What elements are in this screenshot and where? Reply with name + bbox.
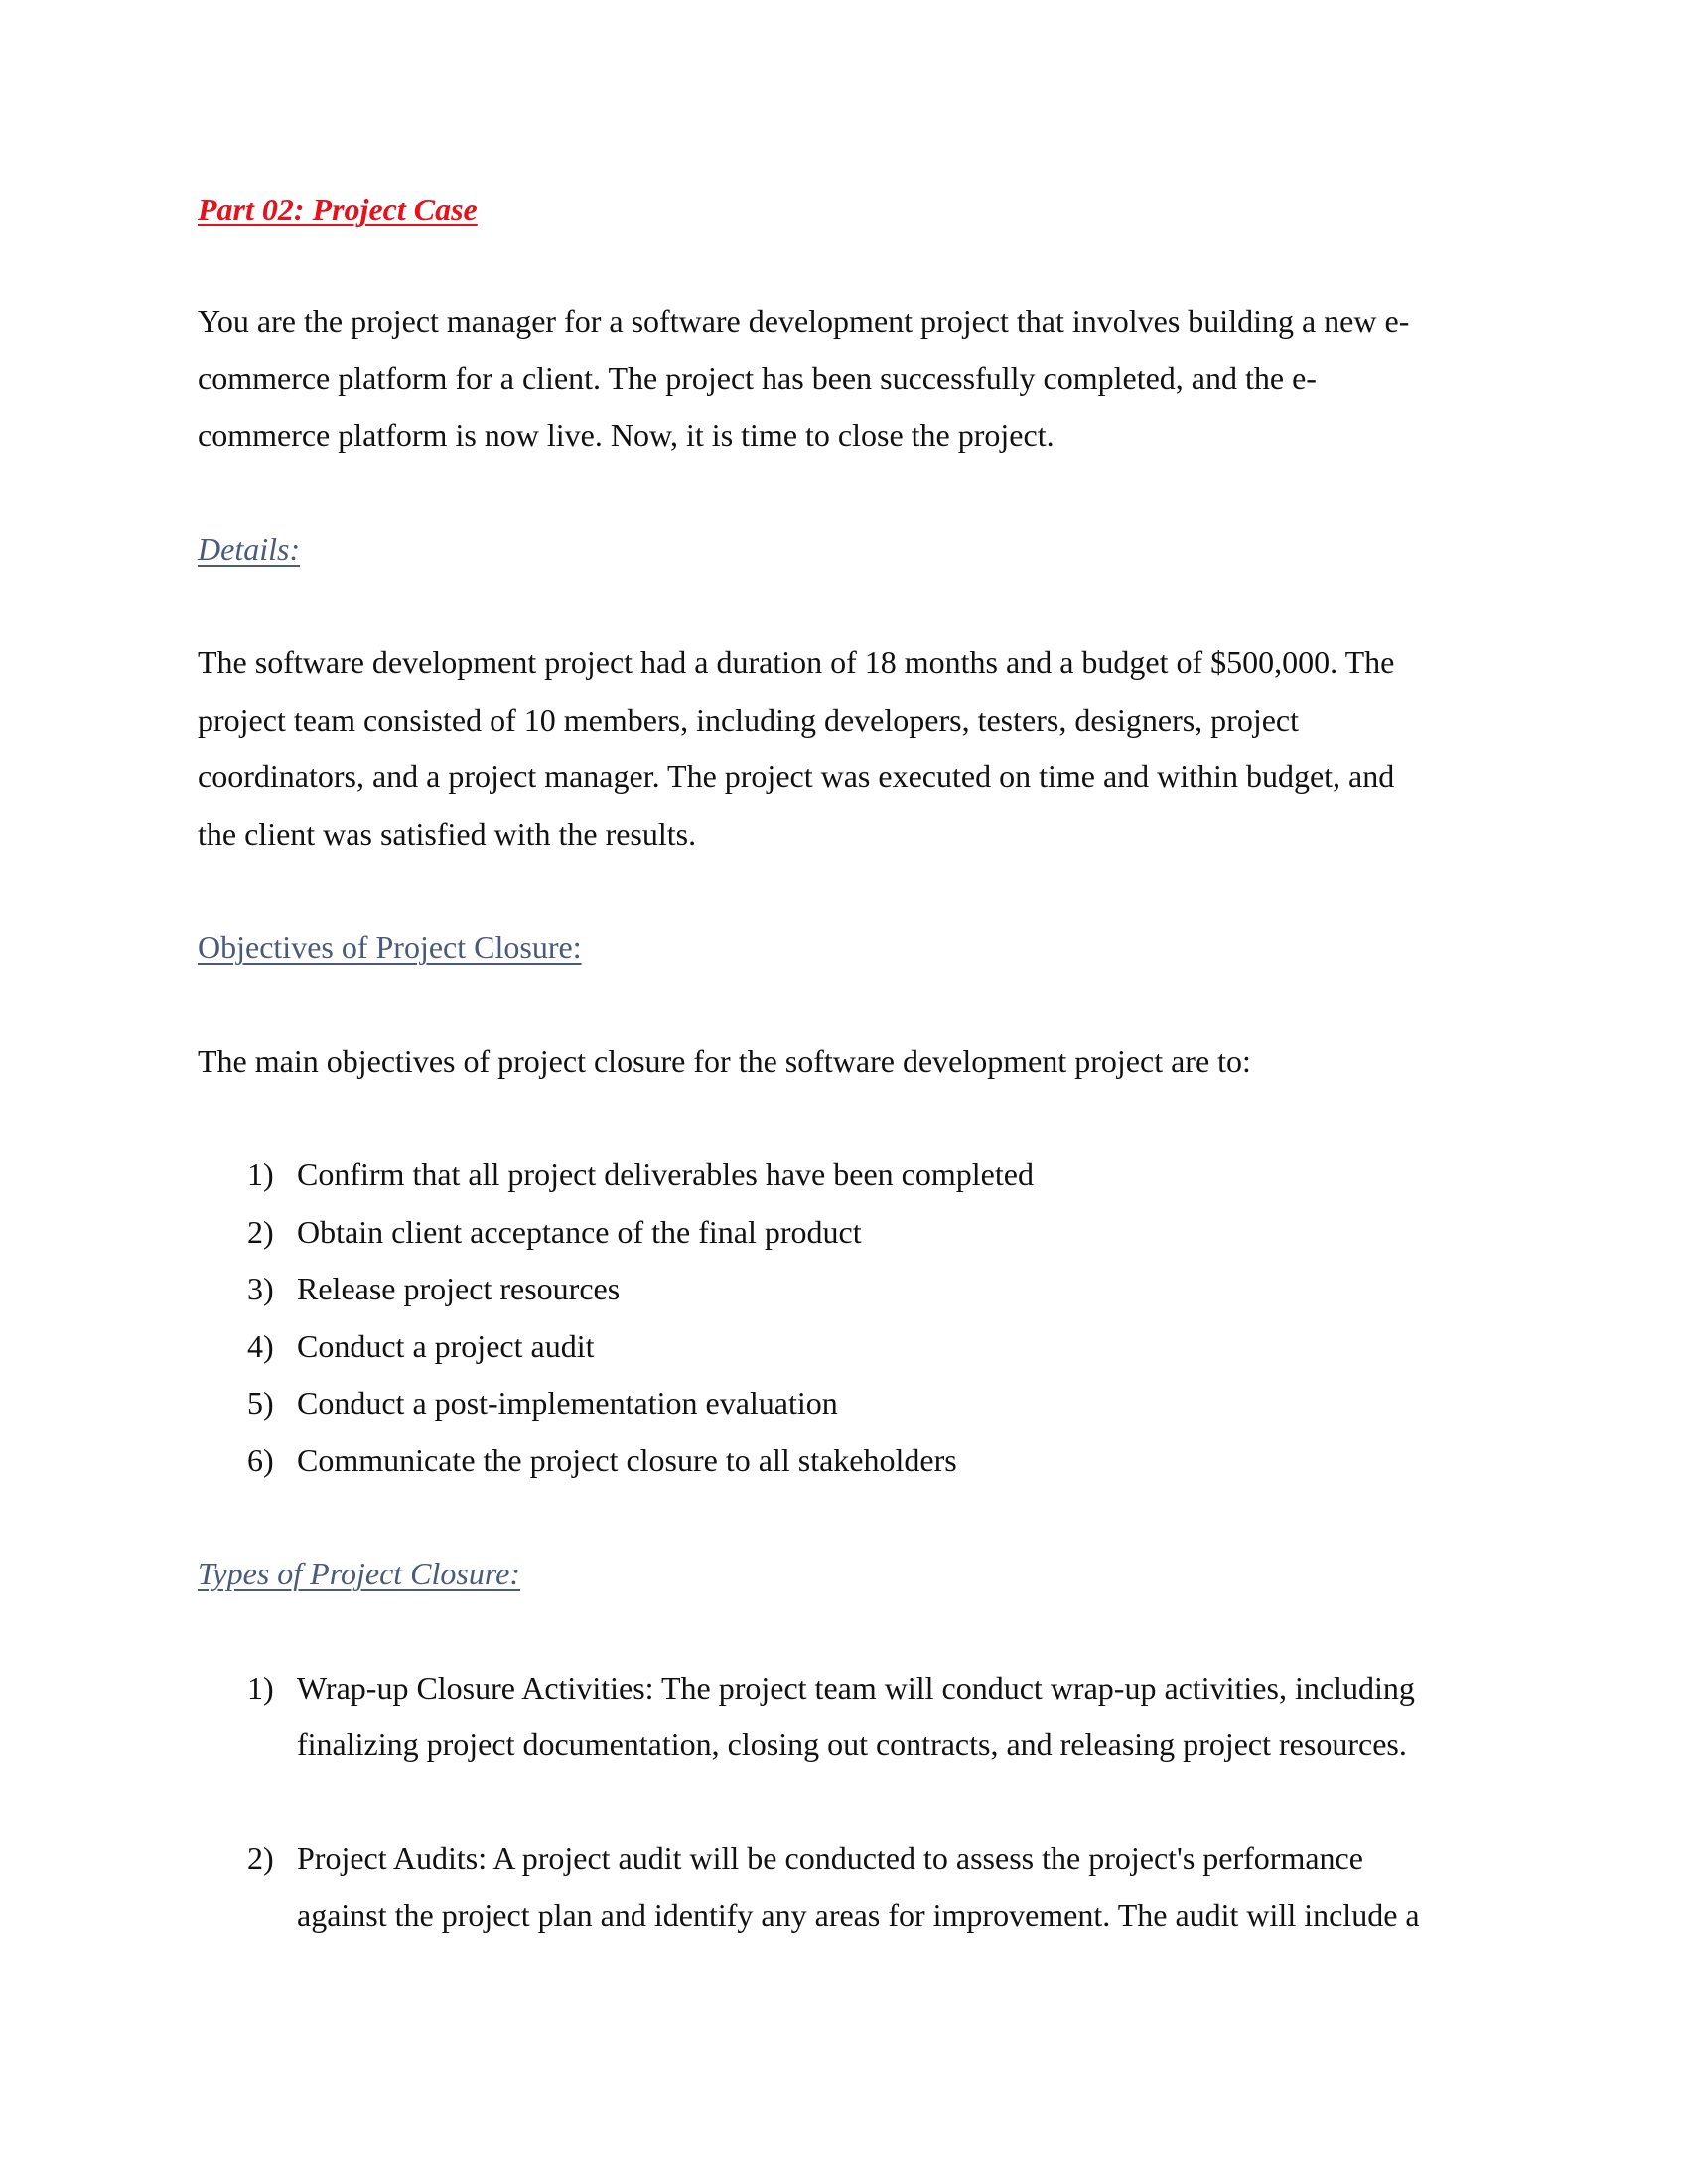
- list-item-number: 3): [247, 1271, 274, 1306]
- types-heading: Types of Project Closure:: [198, 1556, 520, 1591]
- intro-paragraph: [198, 293, 1498, 465]
- details-line: coordinators, and a project manager. The project was executed on time and within budget, and: [198, 758, 1395, 794]
- list-item: [198, 1660, 1498, 1774]
- list-item-line: finalizing project documentation, closing out contracts, and releasing project resources.: [297, 1726, 1407, 1762]
- types-list-continued: [198, 1831, 1498, 1945]
- list-item-line: against the project plan and identify any areas for improvement. The audit will include a: [297, 1897, 1420, 1933]
- list-item-line: Project Audits: A project audit will be conducted to assess the project's performance: [297, 1840, 1363, 1876]
- details-line: the client was satisfied with the results.: [198, 815, 697, 852]
- types-list: [198, 1660, 1498, 1774]
- list-item-text: Release project resources: [297, 1271, 621, 1306]
- details-heading: Details:: [198, 530, 301, 567]
- list-item-text: Confirm that all project deliverables have been completed: [297, 1157, 1034, 1192]
- list-item: [198, 1261, 1498, 1318]
- list-item-number: 5): [247, 1385, 274, 1421]
- list-item-number: 6): [247, 1441, 274, 1478]
- list-item: [198, 1375, 1498, 1433]
- list-item: [198, 1831, 1498, 1945]
- objectives-heading: Objectives of Project Closure:: [198, 929, 582, 965]
- list-item-number: 4): [247, 1327, 274, 1364]
- list-item: [198, 1204, 1498, 1262]
- intro-line: You are the project manager for a software development project that involves building a new e-: [198, 303, 1410, 339]
- list-item-number: 1): [247, 1157, 274, 1192]
- list-item-text: Obtain client acceptance of the final product: [297, 1213, 862, 1250]
- list-item: [198, 1433, 1498, 1490]
- list-item: [198, 1318, 1498, 1376]
- details-line: project team consisted of 10 members, including developers, testers, designers, project: [198, 701, 1300, 738]
- list-item-number: 2): [247, 1840, 274, 1876]
- list-item-line: Wrap-up Closure Activities: The project team will conduct wrap-up activities, including: [297, 1669, 1415, 1706]
- objectives-list: [198, 1147, 1498, 1489]
- part-title: Part 02: Project Case: [198, 192, 478, 227]
- details-line: The software development project had a duration of 18 months and a budget of $500,000. The: [198, 644, 1395, 680]
- list-item-text: Communicate the project closure to all stakeholders: [297, 1441, 957, 1478]
- list-item-text: Conduct a project audit: [297, 1327, 595, 1364]
- list-item-number: 1): [247, 1669, 274, 1706]
- list-item-text: Conduct a post-implementation evaluation: [297, 1385, 838, 1421]
- intro-line: commerce platform is now live. Now, it is time to close the project.: [198, 417, 1055, 453]
- list-item: [198, 1147, 1498, 1204]
- document-page: [198, 184, 1498, 1945]
- details-paragraph: [198, 634, 1498, 863]
- intro-line: commerce platform for a client. The project has been successfully completed, and the e-: [198, 359, 1317, 396]
- objectives-intro: The main objectives of project closure for the software development project are to:: [198, 1042, 1251, 1079]
- list-item-number: 2): [247, 1213, 274, 1250]
